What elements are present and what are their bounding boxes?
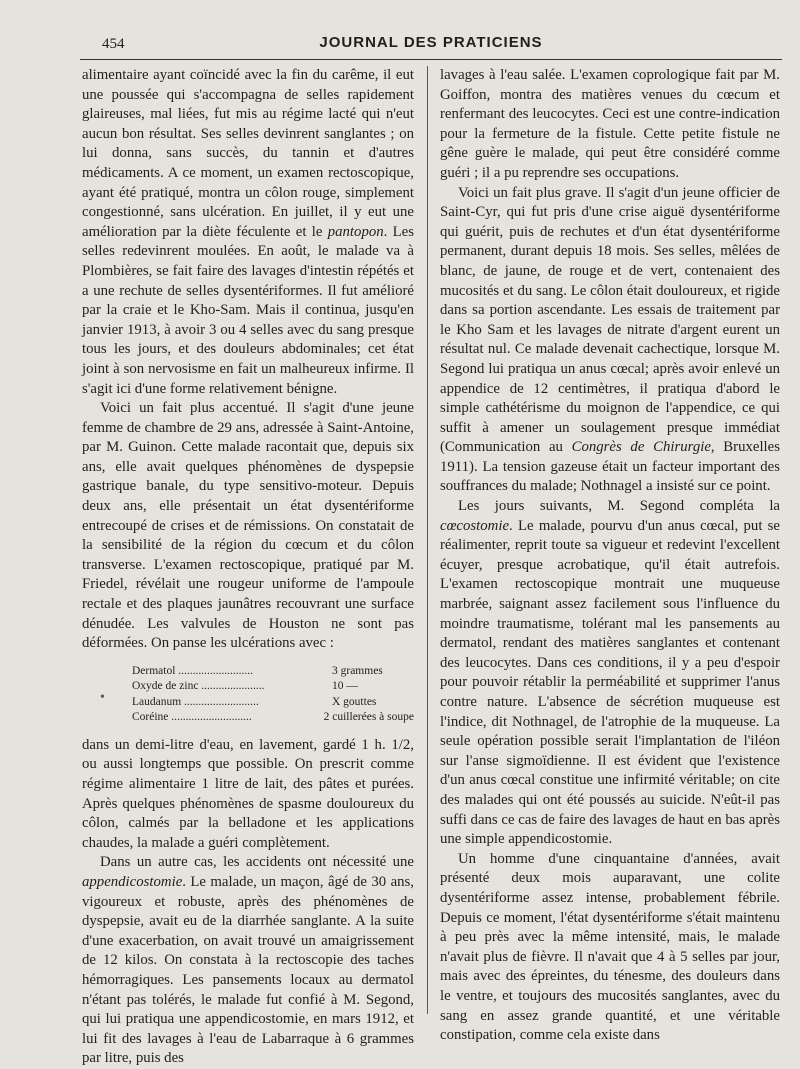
paragraph: lavages à l'eau salée. L'examen coprologique fait par M. Goiffon, montra des matières venues du cœcum et renfermant des leucocytes. Ceci est une contre-indication pour la fermeture de la fistule. Cette petite fistule ne gêne guère le malade, qui peut être considéré comme guéri ; il a pu reprendre ses occupations. <box>440 67 780 181</box>
prescription-row: Coréine ............................ 2 cuillerées à soupe <box>132 711 414 724</box>
paragraph: dans un demi-litre d'eau, en lavement, gardé 1 h. 1/2, ou aussi longtemps que possible. On prescrit comme régime alimentaire 1 litre de lait, des pâtes et purées. Après quelques phénomènes de spasme douloureux du côlon, calmés par la belladone et les applications chaudes, la malade a guéri complètement. <box>82 736 414 851</box>
paragraph: Voici un fait plus accentué. Il s'agit d'une jeune femme de chambre de 29 ans, adressée à Saint-Antoine, par M. Guinon. Cette malade racontait que, depuis six ans, elle avait quelques phénomènes de dyspepsie gastrique banale, du type sensitivo-moteur. Depuis deux ans, elle présentait un état dysentériforme entrecoupé de crises et de rémissions. On constatait de la sensibilité de la région du cœcum et du côlon transverse. L'examen rectoscopique, pratiqué par M. Friedel, révélait une rougeur uniforme de l'ampoule rectale et des plaques jaunâtres recouvrant une surface dénudée. Les valvules de Houston ne sont pas déformées. On panse les ulcérations avec : <box>82 400 414 652</box>
journal-title: JOURNAL DES PRATICIENS <box>319 34 543 51</box>
left-column <box>82 66 414 1069</box>
paragraph: alimentaire ayant coïncidé avec la fin du carême, il eut une poussée qui s'accompagna de selles rapidement glaireuses, mal liées, fut mis au régime lacté qui n'eut aucun bon résultat. Ses selles devinrent sanglantes ; on lui donna, sans succès, du tannin et d'autres médicaments. A ce moment, un examen rectoscopique, ayant été pratiqué, montra un côlon rouge, simplement congestionné, sans ulcération. En juillet, il y eut une amélioration par la diète féculente et le pantopon. Les selles redevinrent moulées. En août, le malade va à Plombières, se fait faire des lavages d'intestin répétés et a une rechute de selles dysentériformes. Il fut amélioré par la craie et le Kho-Sam. Mais il continua, jusqu'en janvier 1913, à avoir 3 ou 4 selles avec du sang presque tous les jours, et des douleurs abdominales; cet état joint à son nervosisme en fait un malheureux infirme. Il s'agit ici d'une forme relativement bénigne. <box>82 67 414 397</box>
paragraph: Un homme d'une cinquantaine d'années, avait présenté deux mois auparavant, une colite dysentériforme assez intense, probablement fébrile. Depuis ce moment, l'état dysentériforme s'était maintenu à peu près avec la même intensité, mais, le malade n'avait plus de fièvre. Il n'avait que 4 à 5 selles par jour, mais avec des épreintes, du ténesme, des douleurs dans le ventre, et toujours des mucosités sanglantes, avec du sang en assez grande quantité, et une véritable constipation, comme cela existe dans <box>440 850 780 1044</box>
prescription-row: Oxyde de zinc ...................... 10 — <box>132 680 358 693</box>
header-rule <box>80 59 782 60</box>
page-number: 454 <box>102 36 125 52</box>
paragraph: Dans un autre cas, les accidents ont nécessité une appendicostomie. Le malade, un maçon, âgé de 30 ans, vigoureux et robuste, après des phénomènes de dyspepsie, avait eu de la diarrhée sanglante. A la suite d'une exacerbation, on avait trouvé un amaigrissement de 12 kilos. On constata à la rectoscopie des taches hémorragiques. Les pansements locaux au dermatol n'étant pas tolérés, le malade fut confié à M. Segond, qui lui pratiqua une appendicostomie, en mars 1912, et lui fit des lavages à l'eau de Labarraque à 6 grammes par litre, puis des <box>82 854 414 1067</box>
prescription-row: Laudanum .......................... X gouttes <box>132 695 377 708</box>
prescription-table <box>82 664 414 726</box>
column-divider <box>427 66 428 1014</box>
right-column <box>440 66 780 1046</box>
paragraph: Voici un fait plus grave. Il s'agit d'un jeune officier de Saint-Cyr, qui fut pris d'une crise aiguë dysentériforme qui guérit, puis de rechutes et d'un état dysentériforme permanent, durant depuis 18 mois. Ses selles, mêlées de blanc, de jaune, de rouge et de vert, contenaient des mucosités et du sang. Le côlon était douloureux, et rigide dans sa portion ascendante. Les essais de traitement par le Kho Sam et les lavages de nitrate d'argent eurent un résultat nul. Ce malade devenait cachectique, lorsque M. Segond lui pratiqua un anus cœcal; après avoir enlevé un appendice de 12 centimètres, il pratiqua d'abord le simple cathétérisme du moignon de l'appendice, ce qui suffit à amener un soulagement presque immédiat (Communication au Congrès de Chirurgie, Bruxelles 1911). La tension gazeuse était un facteur important des souffrances du malade; Nothnagel a insisté sur ce point. <box>440 184 780 495</box>
paragraph: Les jours suivants, M. Segond compléta la cœcostomie. Le malade, pourvu d'un anus cœcal, put se réalimenter, reprit toute sa vigueur et redevint l'excellent écuyer, presque acrobatique, qu'il était autrefois. L'examen rectoscopique montrait une muqueuse marbrée, saignant assez facilement sous l'influence du moindre traumatisme, tolérant mal les pansements au dermatol, rendant des matières sanglantes et contenant des leucocytes. Dans ces conditions, il y a peu d'espoir pour pouvoir rétablir la perméabilité et supprimer l'anus contre nature. L'absence de sécrétion muqueuse est l'indice, dit Nothnagel, de l'atrophie de la muqueuse. La seule opération possible serait l'implantation de l'iléon sur l'anse sigmoïdienne. Il est évident que l'existence d'un anus cœcal constitue une infirmité véritable; on cite des malades qui ont été poussés au suicide. N'eût-il pas suffi dans ce cas de faire des lavages de haut en bas après une simple appendicostomie. <box>440 498 780 848</box>
prescription-row: Dermatol .......................... 3 grammes <box>132 664 383 677</box>
page-header <box>80 30 782 56</box>
bullet-mark: • <box>100 689 105 705</box>
